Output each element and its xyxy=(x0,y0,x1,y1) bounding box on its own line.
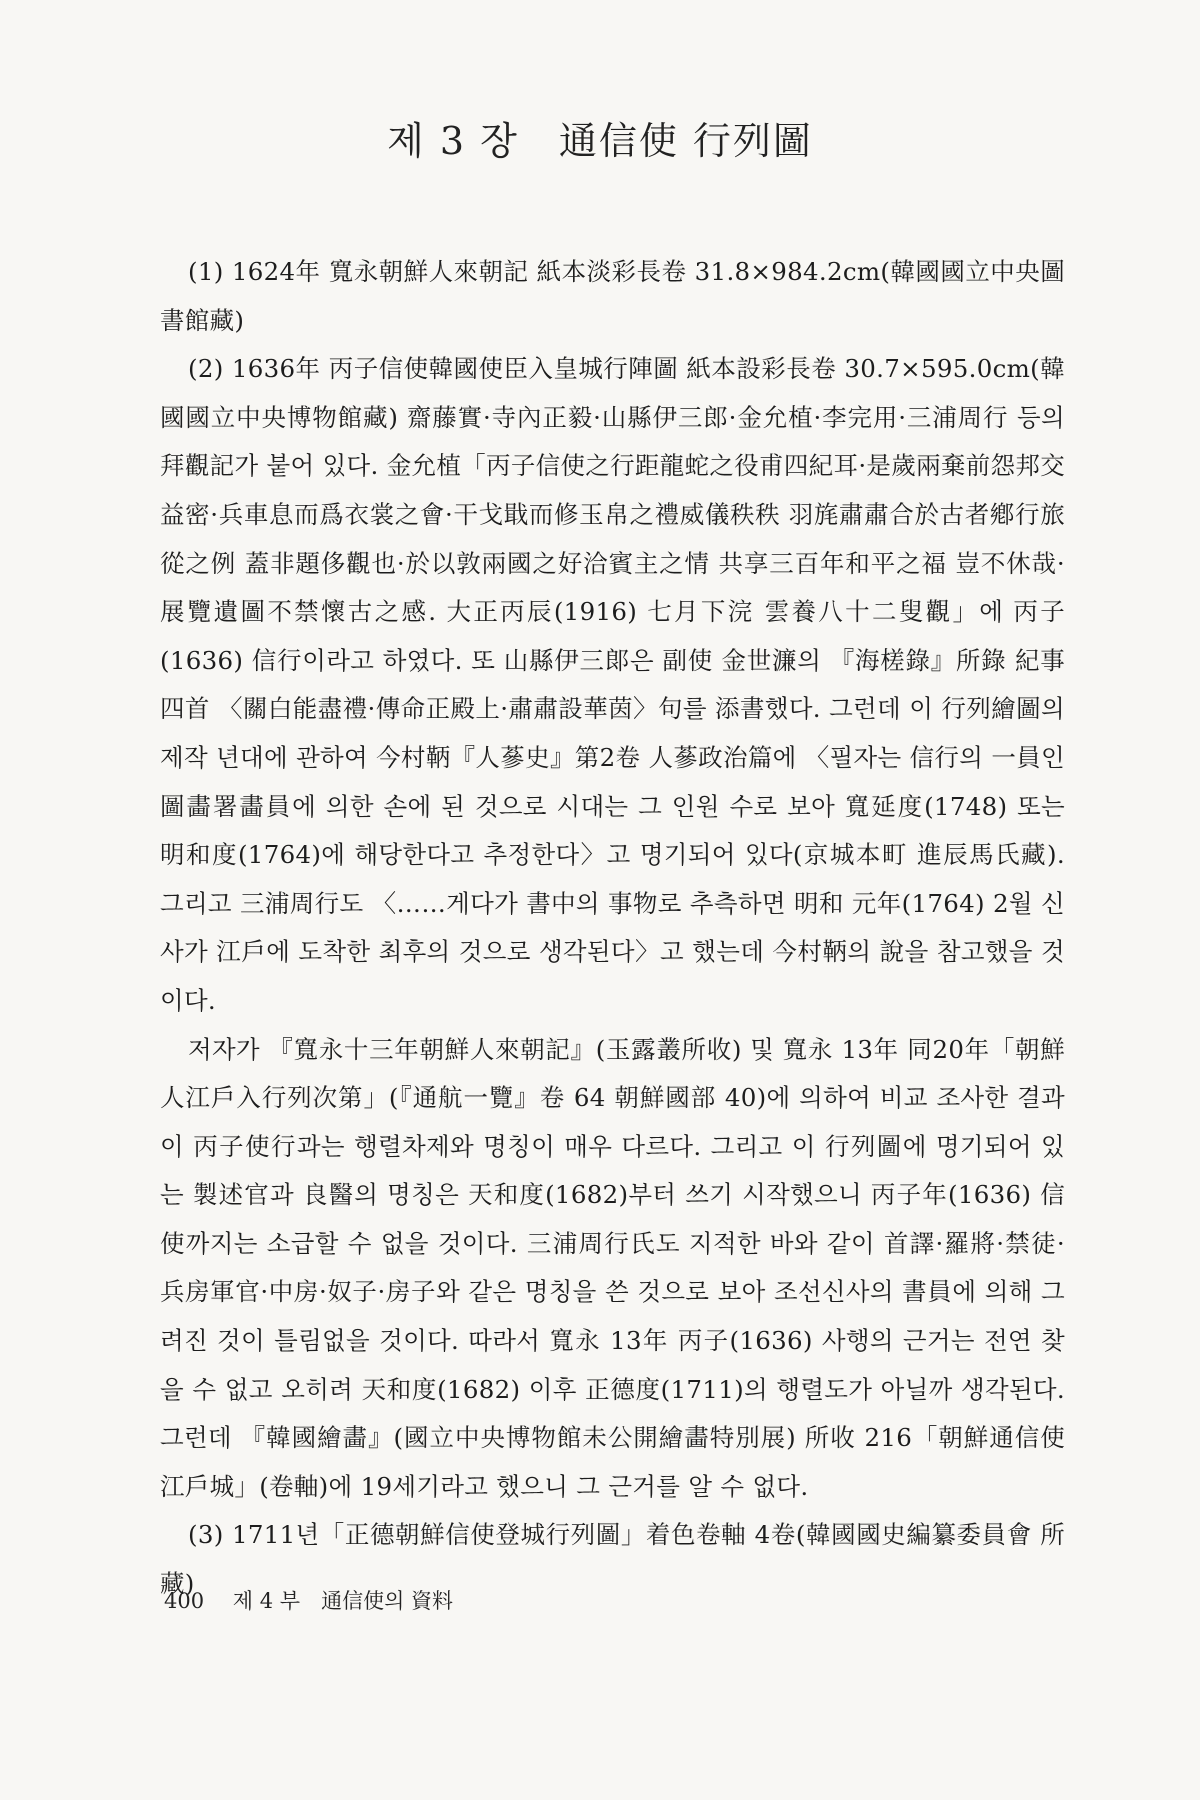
paragraph-author-note: 저자가 『寬永十三年朝鮮人來朝記』(玉露叢所收) 및 寬永 13年 同20年「朝鮮人江戶入行列次第」(『通航一覽』卷 64 朝鮮國部 40)에 의하여 비교 조사한 결과 이 丙子使行과는 행렬차제와 명칭이 매우 다르다. 그리고 이 行列圖에 명기되어 있는 製述官과 良醫의 명칭은 天和度(1682)부터 쓰기 시작했으니 丙子年(1636) 信使까지는 소급할 수 없을 것이다. 三浦周行氏도 지적한 바와 같이 首譯·羅將·禁徒·兵房軍官·中房·奴子·房子와 같은 명칭을 쓴 것으로 보아 조선신사의 書員에 의해 그려진 것이 틀림없을 것이다. 따라서 寬永 13年 丙子(1636) 사행의 근거는 전연 찾을 수 없고 오히려 天和度(1682) 이후 正德度(1711)의 행렬도가 아닐까 생각된다. 그런데 『韓國繪畵』(國立中央博物館未公開繪畵特別展) 所收 216「朝鮮通信使江戶城」(卷軸)에 19세기라고 했으니 그 근거를 알 수 없다. xyxy=(160,1034,1065,1501)
paragraph-item-2: (2) 1636年 丙子信使韓國使臣入皇城行陣圖 紙本設彩長卷 30.7×595.0cm(韓國國立中央博物館藏) 齋藤實·寺內正毅·山縣伊三郎·金允植·李完用·三浦周行 등의 拜觀記가 붙어 있다. 金允植「丙子信使之行距龍蛇之役甫四紀耳·是歲兩棄前怨邦交益密·兵車息而爲衣裳之會·干戈戢而修玉帛之禮威儀秩秩 羽旄肅肅合於古者鄕行旅從之例 蓋非題侈觀也·於以敦兩國之好洽賓主之情 共享三百年和平之福 豈不休哉·展覽遺圖不禁懷古之感. 大正丙辰(1916) 七月下浣 雲養八十二叟觀」에 丙子(1636) 信行이라고 하였다. 또 山縣伊三郞은 副使 金世濂의 『海槎錄』所錄 紀事四首 〈關白能盡禮·傳命正殿上·肅肅設華茵〉句를 添書했다. 그런데 이 行列繪圖의 제작 년대에 관하여 今村鞆『人蔘史』第2卷 人蔘政治篇에 〈필자는 信行의 一員인 圖畵署畵員에 의한 손에 된 것으로 시대는 그 인원 수로 보아 寬延度(1748) 또는 明和度(1764)에 해당한다고 추정한다〉고 명기되어 있다(京城本町 進辰馬氏藏). 그리고 三浦周行도 〈……게다가 書中의 事物로 추측하면 明和 元年(1764) 2월 신사가 江戶에 도착한 최후의 것으로 생각된다〉고 했는데 今村鞆의 說을 참고했을 것이다. xyxy=(160,354,1065,1015)
body-text xyxy=(160,248,1065,1609)
paragraph-item-3: (3) 1711년「正德朝鮮信使登城行列圖」着色卷軸 4卷(韓國國史編纂委員會 所藏) xyxy=(160,1520,1065,1599)
page-footer xyxy=(164,1585,453,1615)
running-footer-part: 제 4 부 通信使의 資料 xyxy=(232,1589,454,1613)
page-number: 400 xyxy=(164,1589,205,1613)
paragraph-item-1: (1) 1624年 寬永朝鮮人來朝記 紙本淡彩長卷 31.8×984.2cm(韓國國立中央圖書館藏) xyxy=(160,257,1065,335)
chapter-title: 제 3 장 通信使 行列圖 xyxy=(387,119,813,163)
